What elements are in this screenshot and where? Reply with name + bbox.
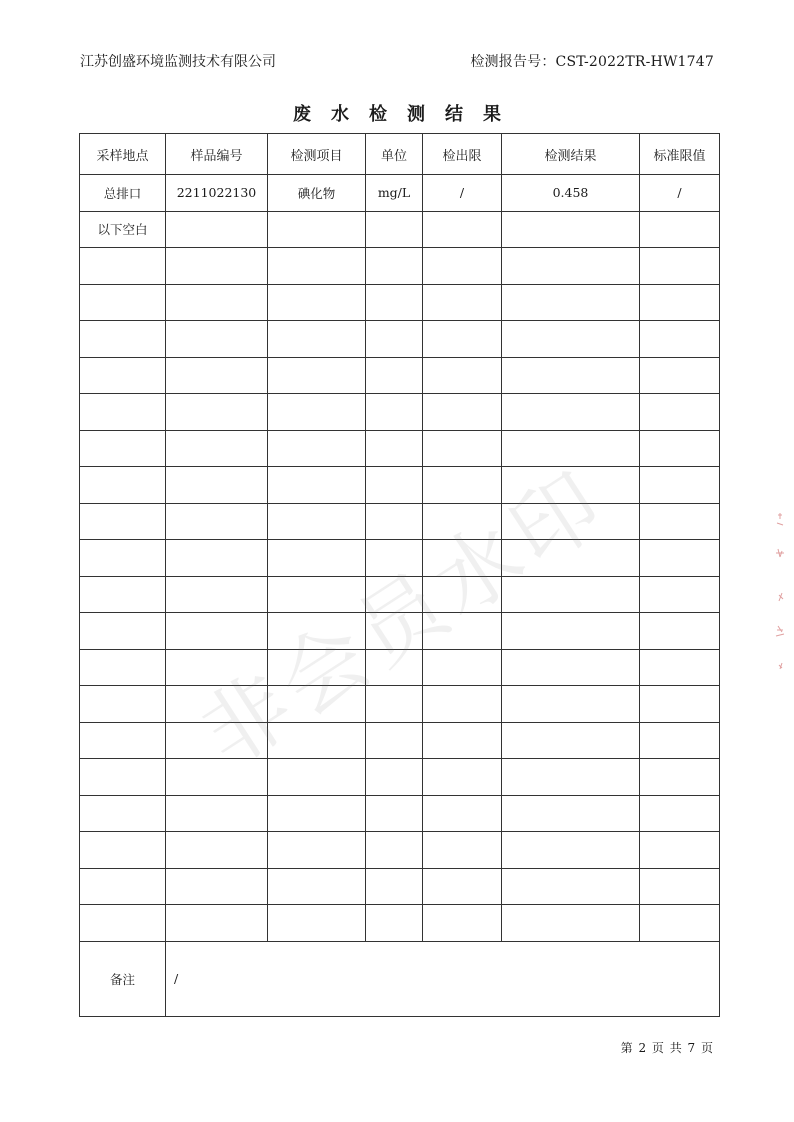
table-row [80, 759, 720, 796]
table-row [80, 175, 720, 212]
cell-unit [366, 795, 423, 832]
cell-unit [366, 613, 423, 650]
cell-standard-limit: 标准限值 [640, 134, 720, 175]
cell-standard-limit [640, 503, 720, 540]
cell-test-item [268, 905, 366, 942]
cell-result [502, 686, 640, 723]
cell-test-item [268, 613, 366, 650]
cell-test-item [268, 649, 366, 686]
cell-sample-id [166, 905, 268, 942]
cell-location [80, 832, 166, 869]
cell-unit: 单位 [366, 134, 423, 175]
cell-unit [366, 576, 423, 613]
cell-standard-limit [640, 540, 720, 577]
table-row [80, 357, 720, 394]
table-row [80, 722, 720, 759]
cell-standard-limit [640, 832, 720, 869]
cell-location [80, 430, 166, 467]
cell-detection-limit [423, 211, 502, 248]
cell-location [80, 722, 166, 759]
cell-sample-id [166, 868, 268, 905]
cell-location [80, 503, 166, 540]
cell-unit [366, 722, 423, 759]
cell-unit [366, 759, 423, 796]
cell-standard-limit [640, 613, 720, 650]
cell-sample-id [166, 576, 268, 613]
cell-detection-limit [423, 868, 502, 905]
cell-test-item [268, 321, 366, 358]
cell-detection-limit [423, 284, 502, 321]
cell-result [502, 467, 640, 504]
table-row [80, 576, 720, 613]
cell-result [502, 248, 640, 285]
cell-detection-limit [423, 430, 502, 467]
cell-result [502, 795, 640, 832]
cell-result [502, 759, 640, 796]
cell-detection-limit [423, 686, 502, 723]
cell-standard-limit [640, 357, 720, 394]
cell-sample-id [166, 613, 268, 650]
page-number: 第 2 页 共 7 页 [620, 1041, 714, 1055]
cell-result [502, 722, 640, 759]
table-row [80, 649, 720, 686]
cell-result [502, 540, 640, 577]
seal-edge-icon [770, 505, 792, 680]
table-row [80, 321, 720, 358]
cell-standard-limit [640, 394, 720, 431]
cell-result [502, 430, 640, 467]
cell-test-item [268, 722, 366, 759]
cell-sample-id [166, 430, 268, 467]
cell-detection-limit [423, 248, 502, 285]
report-number: 检测报告号：CST-2022TR-HW1747 [470, 54, 714, 70]
cell-sample-id [166, 357, 268, 394]
cell-unit: mg/L [366, 175, 423, 212]
remark-value: / [166, 941, 720, 1016]
cell-unit [366, 503, 423, 540]
cell-detection-limit [423, 613, 502, 650]
cell-sample-id [166, 284, 268, 321]
cell-result [502, 357, 640, 394]
table-row [80, 430, 720, 467]
cell-detection-limit [423, 394, 502, 431]
cell-result [502, 394, 640, 431]
cell-sample-id [166, 795, 268, 832]
cell-standard-limit [640, 795, 720, 832]
cell-test-item [268, 540, 366, 577]
cell-result [502, 649, 640, 686]
page-title: 废水检测结果 [293, 104, 521, 125]
table-row [80, 394, 720, 431]
cell-sample-id [166, 832, 268, 869]
cell-location [80, 613, 166, 650]
cell-unit [366, 905, 423, 942]
cell-standard-limit: / [640, 175, 720, 212]
table-row [80, 868, 720, 905]
cell-unit [366, 321, 423, 358]
cell-location [80, 321, 166, 358]
cell-location [80, 649, 166, 686]
cell-test-item [268, 394, 366, 431]
cell-location: 采样地点 [80, 134, 166, 175]
cell-unit [366, 357, 423, 394]
cell-result [502, 284, 640, 321]
cell-standard-limit [640, 759, 720, 796]
cell-location [80, 248, 166, 285]
cell-standard-limit [640, 576, 720, 613]
cell-standard-limit [640, 321, 720, 358]
cell-standard-limit [640, 649, 720, 686]
cell-location [80, 394, 166, 431]
cell-location [80, 905, 166, 942]
cell-location: 总排口 [80, 175, 166, 212]
remark-row [80, 941, 720, 1016]
cell-sample-id [166, 649, 268, 686]
table-row [80, 686, 720, 723]
cell-sample-id [166, 321, 268, 358]
cell-result [502, 576, 640, 613]
cell-location [80, 759, 166, 796]
cell-detection-limit [423, 540, 502, 577]
cell-location: 以下空白 [80, 211, 166, 248]
cell-sample-id: 2211022130 [166, 175, 268, 212]
cell-sample-id [166, 503, 268, 540]
cell-standard-limit [640, 284, 720, 321]
cell-test-item [268, 503, 366, 540]
cell-detection-limit [423, 321, 502, 358]
cell-standard-limit [640, 467, 720, 504]
cell-sample-id [166, 248, 268, 285]
cell-detection-limit [423, 576, 502, 613]
cell-detection-limit [423, 357, 502, 394]
cell-detection-limit [423, 503, 502, 540]
cell-detection-limit [423, 795, 502, 832]
cell-unit [366, 284, 423, 321]
cell-unit [366, 540, 423, 577]
cell-detection-limit: / [423, 175, 502, 212]
cell-sample-id [166, 686, 268, 723]
cell-test-item [268, 467, 366, 504]
table-row [80, 905, 720, 942]
cell-location [80, 576, 166, 613]
table-row [80, 832, 720, 869]
table-row [80, 467, 720, 504]
cell-result [502, 321, 640, 358]
cell-standard-limit [640, 248, 720, 285]
cell-sample-id [166, 759, 268, 796]
cell-location [80, 686, 166, 723]
cell-unit [366, 430, 423, 467]
table-row [80, 613, 720, 650]
table-row [80, 795, 720, 832]
table-row [80, 211, 720, 248]
cell-location [80, 357, 166, 394]
cell-sample-id: 样品编号 [166, 134, 268, 175]
cell-standard-limit [640, 211, 720, 248]
table-row [80, 503, 720, 540]
table-row [80, 284, 720, 321]
cell-test-item: 碘化物 [268, 175, 366, 212]
cell-unit [366, 686, 423, 723]
cell-sample-id [166, 394, 268, 431]
cell-test-item [268, 430, 366, 467]
results-table [79, 133, 720, 1017]
cell-standard-limit [640, 430, 720, 467]
cell-unit [366, 832, 423, 869]
cell-standard-limit [640, 686, 720, 723]
cell-unit [366, 211, 423, 248]
cell-test-item [268, 795, 366, 832]
cell-detection-limit [423, 722, 502, 759]
cell-test-item [268, 357, 366, 394]
cell-test-item [268, 832, 366, 869]
cell-unit [366, 868, 423, 905]
cell-standard-limit [640, 868, 720, 905]
cell-result [502, 905, 640, 942]
cell-detection-limit [423, 905, 502, 942]
cell-unit [366, 394, 423, 431]
cell-test-item: 检测项目 [268, 134, 366, 175]
watermark-text: 非会员水印 [184, 451, 625, 786]
cell-test-item [268, 248, 366, 285]
cell-test-item [268, 759, 366, 796]
cell-detection-limit [423, 467, 502, 504]
cell-sample-id [166, 540, 268, 577]
table-header-row [80, 134, 720, 175]
table-row [80, 540, 720, 577]
table-row [80, 248, 720, 285]
cell-unit [366, 649, 423, 686]
cell-location [80, 467, 166, 504]
cell-result: 0.458 [502, 175, 640, 212]
cell-test-item [268, 211, 366, 248]
cell-detection-limit [423, 832, 502, 869]
cell-detection-limit: 检出限 [423, 134, 502, 175]
cell-detection-limit [423, 759, 502, 796]
cell-result [502, 613, 640, 650]
remark-label: 备注 [80, 941, 166, 1016]
cell-test-item [268, 576, 366, 613]
cell-sample-id [166, 722, 268, 759]
cell-result [502, 832, 640, 869]
company-name: 江苏创盛环境监测技术有限公司 [80, 54, 276, 70]
cell-location [80, 868, 166, 905]
cell-detection-limit [423, 649, 502, 686]
cell-result: 检测结果 [502, 134, 640, 175]
cell-location [80, 795, 166, 832]
cell-location [80, 284, 166, 321]
cell-unit [366, 467, 423, 504]
cell-standard-limit [640, 722, 720, 759]
cell-unit [366, 248, 423, 285]
cell-sample-id [166, 467, 268, 504]
cell-standard-limit [640, 905, 720, 942]
cell-result [502, 211, 640, 248]
cell-result [502, 868, 640, 905]
cell-test-item [268, 686, 366, 723]
cell-location [80, 540, 166, 577]
cell-test-item [268, 284, 366, 321]
cell-result [502, 503, 640, 540]
cell-sample-id [166, 211, 268, 248]
cell-test-item [268, 868, 366, 905]
